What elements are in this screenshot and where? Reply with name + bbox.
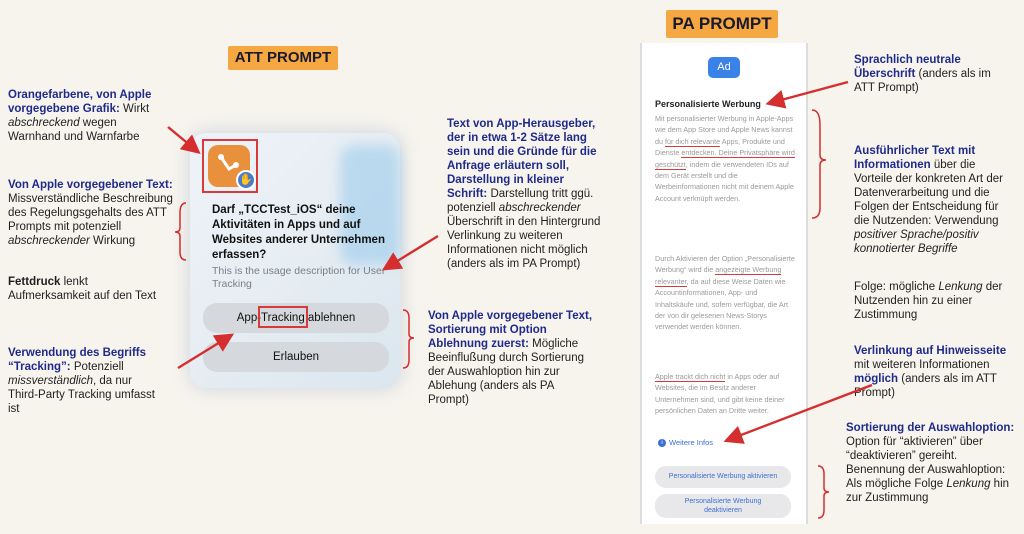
note-tracking-term: Verwendung des Begriffs “Tracking”: Potenziell missverständlich, da nur Third-Party Tracking umfasst ist <box>8 347 155 415</box>
allow-button[interactable]: Erlauben <box>203 342 389 372</box>
pa-prompt-banner: PA PROMPT <box>666 10 778 38</box>
pa-paragraph-1: Mit personalisierter Werbung in Apple-Apps wie dem App Store und Apple News kannst du für dich relevante Apps, Produkte und Dienste entdecken. Deine Privatsphäre wird geschützt, indem die verwendeten IDs auf dem Gerät erstellt und die Werbeinformationen nicht mit deinem Apple Account verknüpft werden. <box>655 114 795 203</box>
activate-ads-button[interactable]: Personalisierte Werbung aktivieren <box>655 466 791 488</box>
brace-apple-text <box>175 203 186 260</box>
att-title: Darf „TCCTest_iOS“ deine Aktivitäten in Apps und auf Websites anderer Unternehmen erfassen? <box>212 204 385 261</box>
deny-suffix: ablehnen <box>304 312 356 324</box>
deny-tracking-word: Tracking <box>261 312 305 324</box>
more-info-link[interactable]: i Weitere Infos <box>658 438 713 447</box>
brace-option-sorting <box>818 466 829 518</box>
brace-option-order <box>403 310 414 368</box>
note-option-order: Von Apple vorgegebener Text, Sortierung mit Option Ablehnung zuerst: Mögliche Beeinflußung durch Sortierung der Auswahloption hin zur Ablehung (anders als PA Prompt) <box>428 310 593 406</box>
arrow-to-more-info <box>728 385 872 440</box>
note-neutral-heading: Sprachlich neutrale Überschrift (anders als im ATT Prompt) <box>854 54 991 94</box>
deny-prefix: App- <box>236 312 262 324</box>
note-consequence: Folge: mögliche Lenkung der Nutzenden hin zu einer Zustimmung <box>854 281 1003 321</box>
warning-hand-icon: ✋ <box>236 170 256 190</box>
arrow-to-icon <box>168 127 197 151</box>
note-bold-text: Fettdruck lenkt Aufmerksamkeit auf den Text <box>8 276 157 302</box>
info-icon: i <box>658 439 666 447</box>
arrow-to-tracking <box>178 336 230 368</box>
note-apple-text: Von Apple vorgegebener Text: Missverständliche Beschreibung des Regelungsgehalts des ATT Prompts mit potenziell abschreckender Wirkung <box>8 179 173 247</box>
deactivate-ads-button[interactable]: Personalisierte Werbung deaktivieren <box>655 494 791 518</box>
pa-heading: Personalisierte Werbung <box>655 99 761 109</box>
arrow-to-description <box>386 236 438 268</box>
pa-paragraph-2: Durch Aktivieren der Option „Personalisierte Werbung“ wird die angezeigte Werbung relevanter, da auf diese Weise Daten wie Accountinformationen, App- und Inhaltskäufe und, sofern verfügbar, die Art der von dir gelesenen News-Storys verwendet werden können. <box>655 254 795 332</box>
arrow-to-heading <box>770 82 848 103</box>
note-detailed-text: Ausführlicher Text mit Informationen über die Vorteile der konkreten Art der Datenverarbeitung und die Folgen der Entscheidung für die Nutzenden: Verwendung positiver Sprache/positiv konnotierter Begriffe <box>854 145 1003 255</box>
att-prompt-banner: ATT PROMPT <box>228 46 338 70</box>
note-orange-graphic: Orangefarbene, von Apple vorgegebene Grafik: Wirkt abschreckend wegen Warnhand und Warnfarbe <box>8 89 152 143</box>
note-option-sorting: Sortierung der Auswahloption: Option für “aktivieren” über “deaktivieren” gereiht. Benennung der Auswahloption: Als mögliche Folge Lenkung hin zur Zustimmung <box>846 422 1015 504</box>
att-usage-description: This is the usage description for User Tracking <box>212 265 386 290</box>
note-publisher-text: Text von App-Herausgeber, der in etwa 1-2 Sätze lang sein und die Gründe für die Anfrage erläutern soll, Darstellung in kleiner Schrift: Darstellung tritt ggü. potenziell abschreckender Überschrift in den Hintergrund Verlinkung zu weiteren Informationen nicht möglich (anders als im PA Prompt) <box>447 118 601 270</box>
pa-paragraph-3: Apple trackt dich nicht in Apps oder auf Websites, die im Besitz anderer Unternehmen sind, und gibt keine deiner persönlichen Daten an Dritte weiter. <box>655 372 785 416</box>
ad-badge: Ad <box>708 57 740 78</box>
brace-detailed-text <box>812 110 826 218</box>
note-link-info: Verlinkung auf Hinweisseite mit weiteren Informationen möglich (anders als im ATT Prompt) <box>854 345 1007 399</box>
